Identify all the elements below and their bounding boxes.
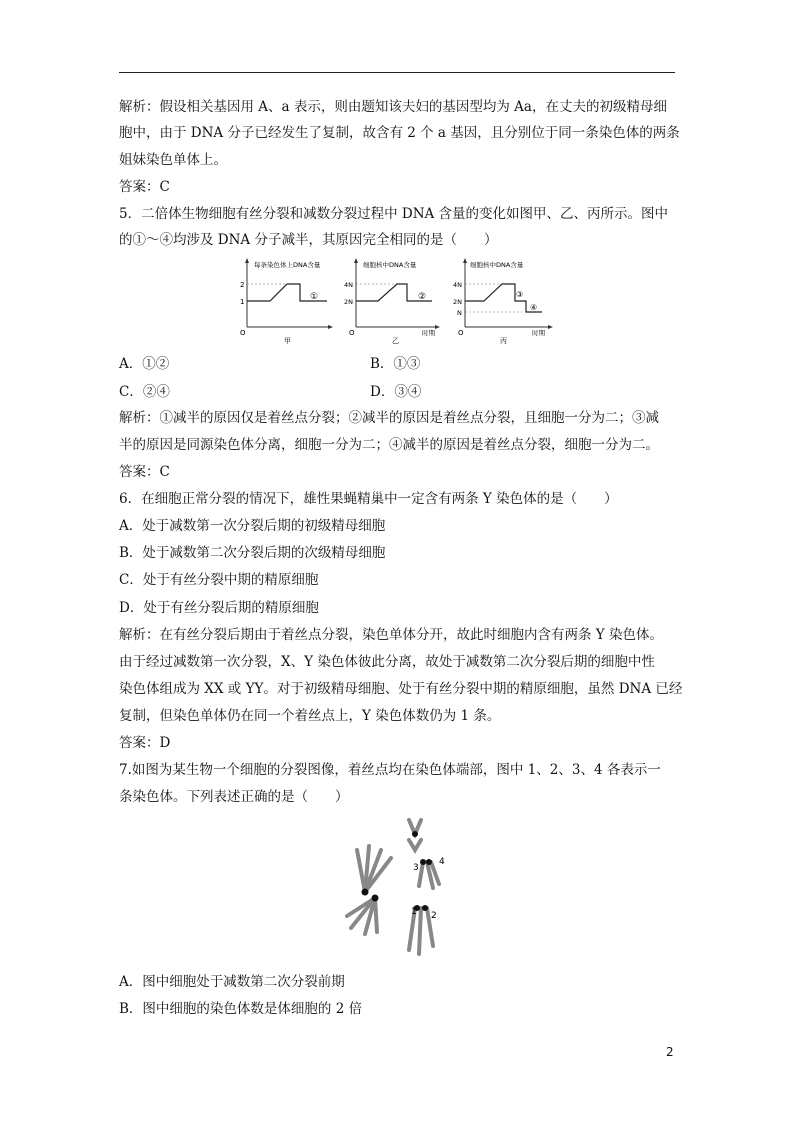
graph-bing: [453, 258, 553, 345]
origin-label: O: [240, 329, 246, 337]
graph-caption: 甲: [284, 337, 291, 345]
graph-caption: 乙: [392, 337, 399, 345]
graph-title: 每条染色体上DNA含量: [254, 261, 321, 269]
y-tick: 4N: [344, 281, 353, 289]
question-6: 6．在细胞正常分裂的情况下，雄性果蝇精巢中一定含有两条 Y 染色体的是（ ）: [119, 491, 618, 507]
page-number: 2: [666, 1045, 674, 1059]
text-line: 半的原因是同源染色体分离，细胞一分为二；④减半的原因是着丝点分裂，细胞一分为二。: [119, 437, 659, 453]
x-axis-label: 时期: [532, 329, 545, 337]
question-7: 7.如图为某生物一个细胞的分裂图像，着丝点均在染色体端部，图中 1、2、3、4 各表示一: [119, 762, 661, 778]
origin-label: O: [458, 329, 464, 337]
option-line: A．图中细胞处于减数第二次分裂前期: [119, 974, 345, 990]
graph-title: 细胞核中DNA含量: [363, 261, 417, 269]
option-c: C．②④: [119, 384, 170, 400]
text-line: 由于经过减数第一次分裂，X、Y 染色体彼此分离，故处于减数第二次分裂后期的细胞中性: [119, 654, 655, 670]
text-line: 解析：在有丝分裂后期由于着丝点分裂，染色单体分开，故此时细胞内含有两条 Y 染色体。: [119, 627, 663, 643]
option-d: D．③④: [370, 384, 422, 400]
graph-jia: [240, 258, 333, 345]
marker-2: ②: [418, 292, 427, 302]
graph-title: 细胞核中DNA含量: [470, 261, 524, 269]
option-a: A．①②: [119, 356, 170, 372]
option-b: B．①③: [370, 356, 421, 372]
answer-line: 答案：C: [119, 179, 170, 195]
question-7-cont: 条染色体。下列表述正确的是（ ）: [119, 789, 349, 805]
marker-3: ③: [516, 290, 524, 299]
graph-caption: 丙: [500, 337, 507, 345]
chromosome-label-4: 4: [439, 857, 445, 867]
header-rule: [119, 72, 675, 73]
option-line: A．处于减数第一次分裂后期的初级精母细胞: [119, 518, 386, 534]
text-line: 姐妹染色单体上。: [119, 152, 227, 168]
text-line: 解析：①减半的原因仅是着丝点分裂；②减半的原因是着丝点分裂，且细胞一分为二；③减: [119, 410, 659, 426]
cell-division-figure: [335, 812, 465, 962]
y-tick: 2: [240, 281, 245, 289]
marker-4: ④: [530, 303, 538, 312]
option-line: D．处于有丝分裂后期的精原细胞: [119, 600, 319, 616]
text-line: 复制，但染色单体仍在同一个着丝点上，Y 染色体数仍为 1 条。: [119, 708, 501, 724]
chromosome-label-2: 2: [431, 911, 437, 921]
question-5-cont: 的①～④均涉及 DNA 分子减半，其原因完全相同的是（ ）: [119, 232, 498, 248]
option-line: B．处于减数第二次分裂后期的次级精母细胞: [119, 545, 386, 561]
question-5: 5．二倍体生物细胞有丝分裂和减数分裂过程中 DNA 含量的变化如图甲、乙、丙所示。图中: [119, 206, 669, 222]
answer-line: 答案：D: [119, 735, 171, 751]
y-tick: 1: [240, 298, 245, 306]
option-line: B．图中细胞的染色体数是体细胞的 2 倍: [119, 1001, 363, 1017]
dna-content-graphs: [232, 255, 562, 347]
chromosome-label-3: 3: [413, 863, 419, 873]
y-tick: N: [457, 309, 462, 317]
option-line: C．处于有丝分裂中期的精原细胞: [119, 572, 319, 588]
text-line: 染色体组成为 XX 或 YY。对于初级精母细胞、处于有丝分裂中期的精原细胞，虽然 DNA 已经: [119, 681, 683, 697]
graph-yi: [344, 258, 440, 345]
y-tick: 4N: [453, 281, 462, 289]
chromosome-label-1: 1: [411, 907, 417, 917]
y-tick: 2N: [453, 298, 462, 306]
marker-1: ①: [310, 292, 319, 302]
x-axis-label: 时期: [422, 329, 435, 337]
answer-line: 答案：C: [119, 464, 170, 480]
text-line: 胞中，由于 DNA 分子已经发生了复制，故含有 2 个 a 基因，且分别位于同一条染色体的两条: [119, 125, 680, 141]
text-line: 解析：假设相关基因用 A、a 表示，则由题知该夫妇的基因型均为 Aa，在丈夫的初级精母细: [119, 99, 667, 115]
y-tick: 2N: [344, 298, 353, 306]
origin-label: O: [349, 329, 355, 337]
